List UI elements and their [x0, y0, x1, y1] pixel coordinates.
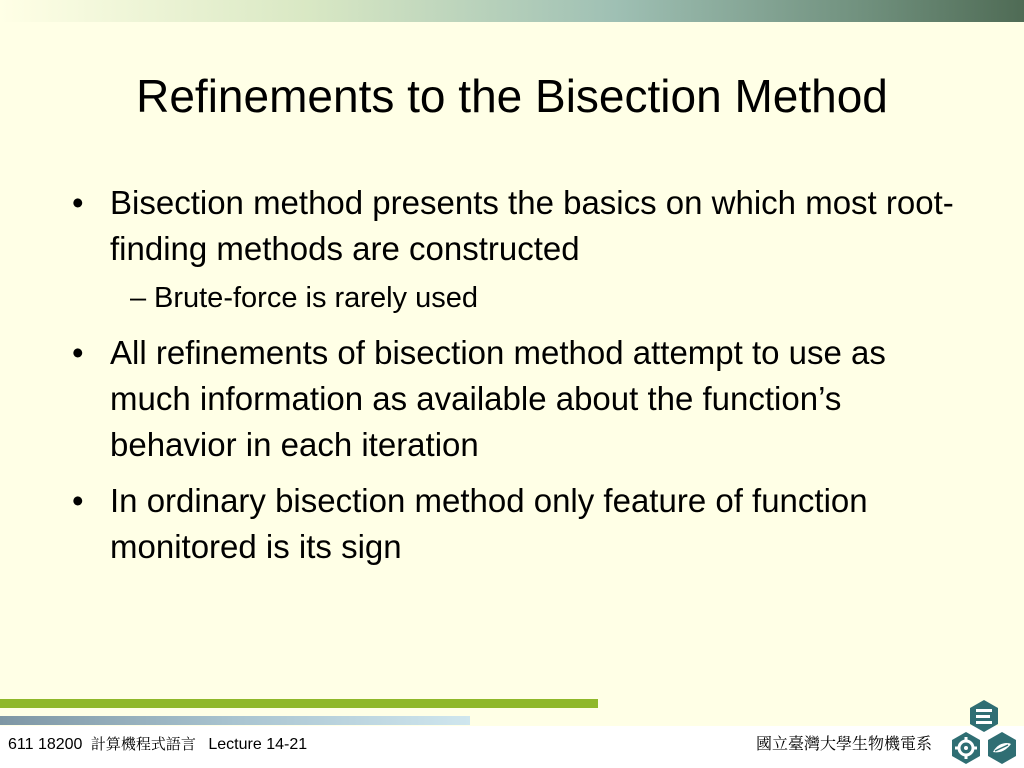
footer-department: 國立臺灣大學生物機電系: [755, 734, 932, 753]
bullet-glyph: •: [72, 184, 84, 221]
bullet-glyph: •: [72, 482, 84, 519]
sub-bullet-glyph: –: [130, 282, 147, 314]
bullet-text: All refinements of bisection method attempt to use as much information as available about the function’s behavior in each iteration: [110, 334, 886, 463]
department-logo-icon: [946, 698, 1022, 768]
bullet-item: [70, 478, 970, 570]
bullet-glyph: •: [72, 334, 84, 371]
bullet-item: [70, 180, 970, 272]
slide-content: [70, 180, 970, 580]
bullet-text: In ordinary bisection method only feature of function monitored is its sign: [110, 482, 868, 565]
footer-blue-rule: [0, 716, 470, 725]
bullet-text: Bisection method presents the basics on which most root-finding methods are constructed: [110, 184, 954, 267]
footer-course-info: [8, 733, 307, 756]
sub-bullet-item: [70, 278, 970, 318]
course-code: 611 18200: [8, 736, 83, 753]
footer-green-rule: [0, 699, 598, 708]
slide-title: Refinements to the Bisection Method: [136, 70, 888, 122]
lecture-number: Lecture 14-21: [208, 736, 308, 753]
top-gradient-bar: [0, 0, 1024, 22]
course-name: 計算機程式語言: [90, 735, 196, 753]
sub-bullet-text: Brute-force is rarely used: [154, 282, 478, 314]
bullet-item: [70, 330, 970, 468]
